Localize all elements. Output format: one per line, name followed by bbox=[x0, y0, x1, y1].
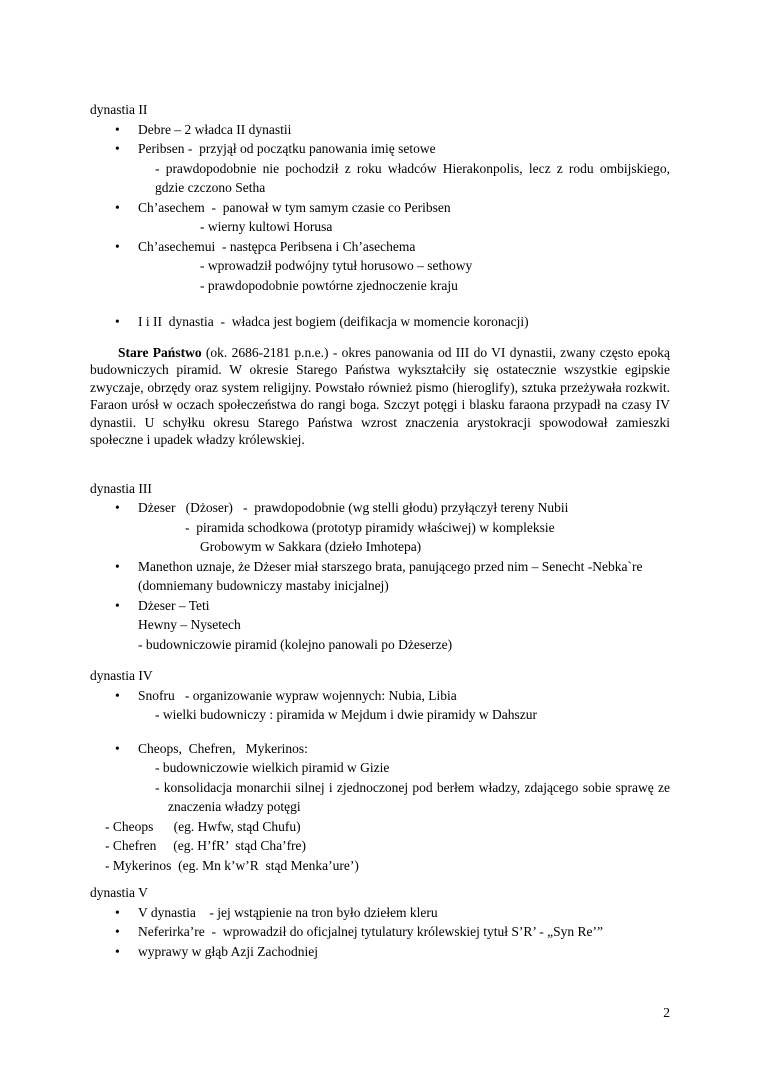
note-dzeser-pyramid: - piramida schodkowa (prototyp piramidy właściwej) w kompleksie bbox=[185, 519, 555, 535]
old-kingdom-body: (ok. 2686-2181 p.n.e.) - okres panowania od III do VI dynastii, zwany często epoką budowniczych piramid. W okresie Starego Państwa wykształciły się ostatecznie wszystkie egipskie zwyczaje, obrzędy oraz system religijny. Powstało również pismo (hieroglify), sztuka przeżywała rozkwit. Faraon urósł w oczach społeczeństwa do rangi boga. Szczyt potęgi i blasku faraona przypadł na czasy IV dynastii. U schyłku okresu Starego Państwa wzrost znaczenia arystokracji spowodował zamieszki społeczne i upadek władzy królewskiej. bbox=[90, 344, 671, 447]
bullet-peribsen: • Peribsen - przyjął od początku panowania imię setowe bbox=[90, 139, 670, 159]
heading-dynasty-4: dynastia IV bbox=[90, 668, 153, 683]
heading-dynasty-5: dynastia V bbox=[90, 885, 148, 900]
bullet-snofru: • Snofru - organizowanie wypraw wojennych: Nubia, Libia bbox=[90, 686, 670, 706]
bullet-chasechem: • Ch’asechem - panował w tym samym czasie co Peribsen bbox=[90, 198, 670, 218]
bullet-v-dynasty-clergy: • V dynastia - jej wstąpienie na tron było dziełem kleru bbox=[90, 903, 670, 923]
bullet-deification: • I i II dynastia - władca jest bogiem (deifikacja w momencie koronacji) bbox=[90, 312, 670, 332]
heading-dynasty-3: dynastia III bbox=[90, 480, 152, 496]
note-dzeser-sakkara: Grobowym w Sakkara (dzieło Imhotepa) bbox=[200, 539, 422, 554]
line-cheops-name: - Cheops (eg. Hwfw, stąd Chufu) bbox=[105, 818, 301, 834]
note-chasechemui-title: - wprowadził podwójny tytuł horusowo – sethowy bbox=[200, 258, 473, 273]
note-snofru-builder: - wielki budowniczy : piramida w Mejdum i dwie piramidy w Dahszur bbox=[155, 707, 538, 722]
line-chefren-name: - Chefren (eg. H’fR’ stąd Cha’fre) bbox=[105, 838, 307, 853]
bullet-dzeser: • Dżeser (Dżoser) - prawdopodobnie (wg stelli głodu) przyłączył tereny Nubii bbox=[90, 498, 670, 518]
note-chasechemui-unification: - prawdopodobnie powtórne zjednoczenie kraju bbox=[200, 277, 458, 293]
line-pyramid-builders: - budowniczowie piramid (kolejno panowali po Dżeserze) bbox=[138, 636, 453, 652]
old-kingdom-paragraph bbox=[90, 344, 670, 449]
bullet-asia-expeditions: • wyprawy w głąb Azji Zachodniej bbox=[90, 942, 670, 962]
note-chasechem-horus: - wierny kultowi Horusa bbox=[200, 219, 333, 234]
line-hewny: Hewny – Nysetech bbox=[138, 617, 241, 632]
note-peribsen-origin: - prawdopodobnie nie pochodził z roku władców Hierakonpolis, lecz z rodu ombijskiego, gdzie czczono Setha bbox=[155, 160, 670, 195]
note-giza-builders: - budowniczowie wielkich piramid w Gizie bbox=[155, 760, 390, 775]
line-mykerinos-name: - Mykerinos (eg. Mn k’w’R stąd Menka’ure’) bbox=[105, 857, 359, 873]
bullet-giza-trio: • Cheops, Chefren, Mykerinos: bbox=[90, 739, 670, 759]
bullet-manethon: • Manethon uznaje, że Dżeser miał starszego brata, panującego przed nim – Senecht -Nebka`re (domniemany budowniczy mastaby inicjalnej) bbox=[90, 557, 670, 596]
old-kingdom-lead: Stare Państwo bbox=[118, 344, 202, 360]
bullet-chasechemui: • Ch’asechemui - następca Peribsena i Ch’asechema bbox=[90, 237, 670, 257]
bullet-neferirkare: • Neferirka’re - wprowadził do oficjalnej tytulatury królewskiej tytuł S’R’ - „Syn Re’” bbox=[90, 922, 670, 942]
bullet-debre: • Debre – 2 władca II dynastii bbox=[90, 120, 670, 140]
page-number: 2 bbox=[663, 1005, 670, 1020]
heading-dynasty-2: dynastia II bbox=[90, 102, 148, 117]
bullet-dzeser-teti: • Dżeser – Teti bbox=[90, 596, 670, 616]
note-monarchy-consolidation: - konsolidacja monarchii silnej i zjednoczonej pod berłem władzy, zdającego sobie sprawę ze znaczenia władzy potęgi bbox=[155, 779, 670, 814]
